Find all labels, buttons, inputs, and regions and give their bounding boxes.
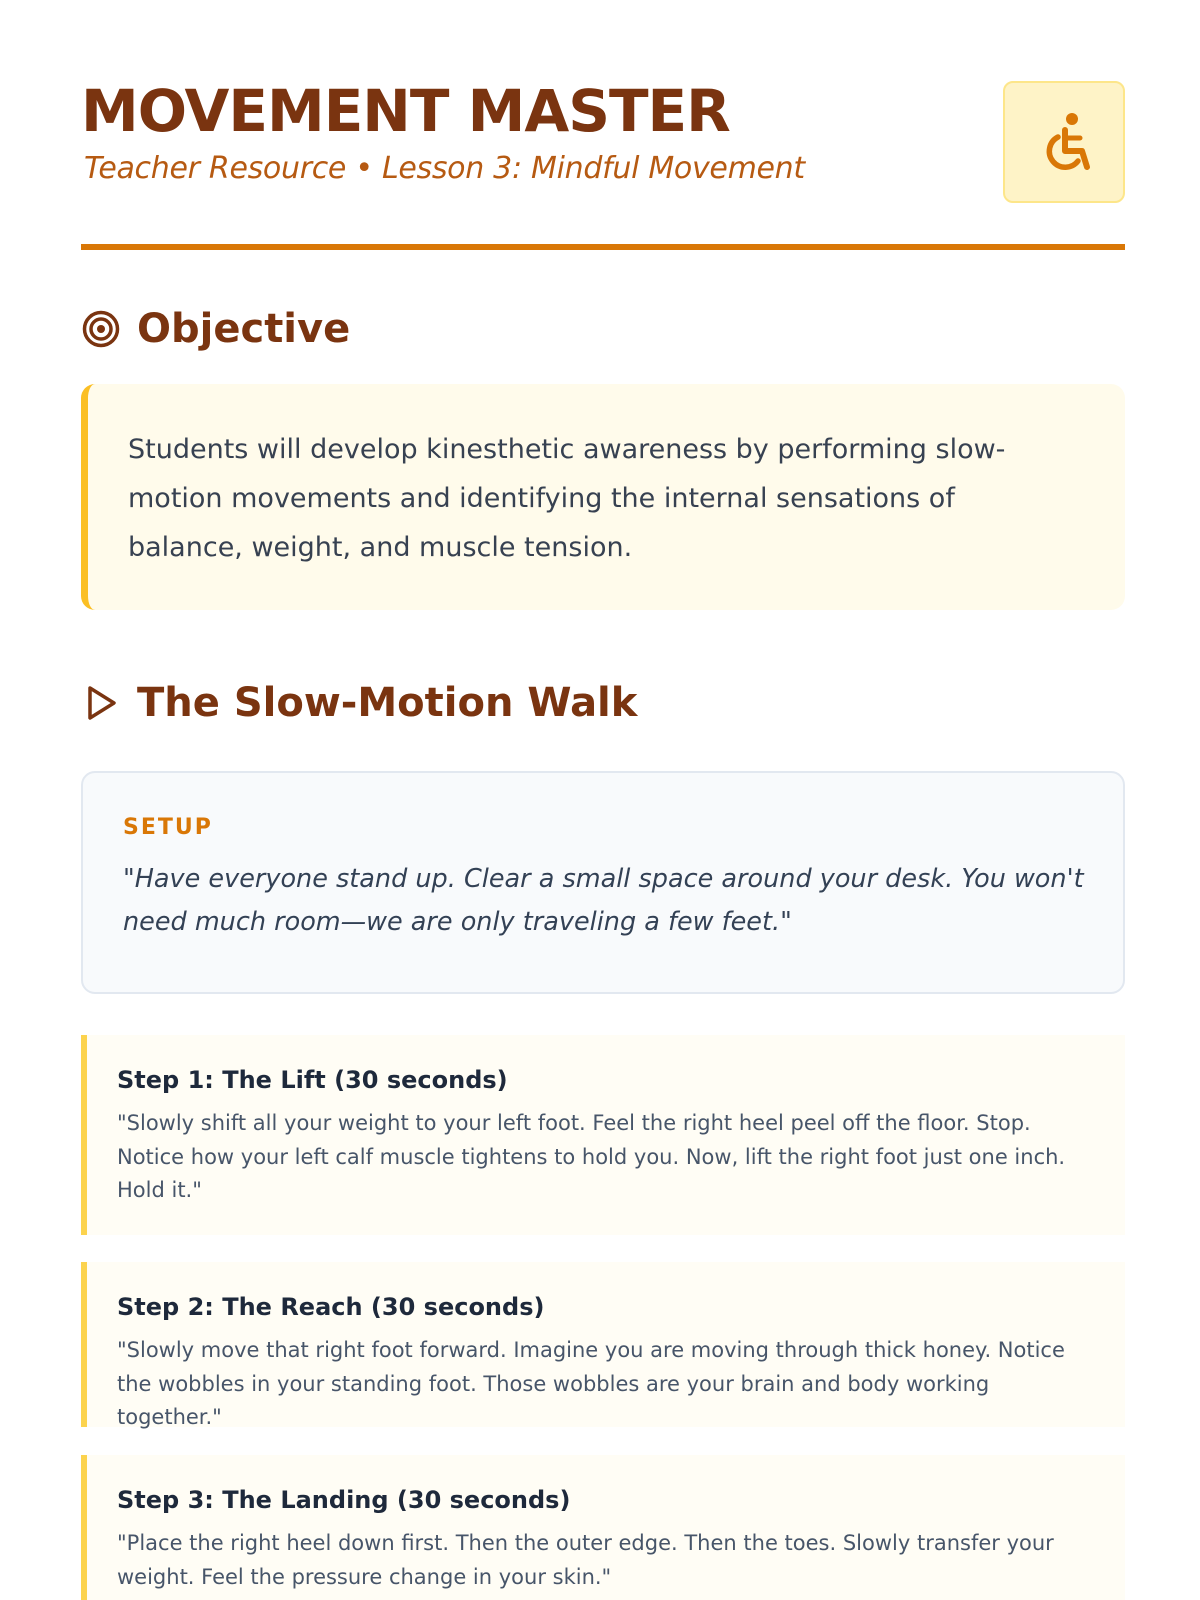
wheelchair-icon-glyph <box>1036 111 1092 173</box>
setup-label: SETUP <box>123 815 213 840</box>
wheelchair-icon <box>1003 81 1125 203</box>
objective-text: Students will develop kinesthetic awareness by performing slow-motion movements and identifying the internal sensations of balance, weight, and muscle tension. <box>128 434 1006 563</box>
header-divider <box>81 244 1125 250</box>
objective-heading-text: Objective <box>137 306 351 352</box>
step-card-3 <box>81 1455 1125 1600</box>
activity-heading-text: The Slow-Motion Walk <box>137 680 638 726</box>
step-text: "Place the right heel down first. Then the outer edge. Then the toes. Slowly transfer your weight. Feel the pressure change in your skin." <box>117 1531 1054 1589</box>
play-icon <box>81 683 121 723</box>
step-title: Step 3: The Landing (30 seconds) <box>117 1486 571 1514</box>
step-title: Step 1: The Lift (30 seconds) <box>117 1066 508 1094</box>
step-text: "Slowly move that right foot forward. Imagine you are moving through thick honey. Notice the wobbles in your standing foot. Those wobbles are your brain and body working together." <box>117 1338 1065 1429</box>
step-title: Step 2: The Reach (30 seconds) <box>117 1293 545 1321</box>
step-card-2 <box>81 1262 1125 1427</box>
target-icon <box>81 309 121 349</box>
setup-box <box>81 771 1125 994</box>
page-subtitle: Teacher Resource • Lesson 3: Mindful Movement <box>84 151 805 186</box>
objective-heading <box>81 306 350 352</box>
activity-heading <box>81 680 637 726</box>
header <box>81 78 1125 248</box>
step-card-1 <box>81 1035 1125 1235</box>
page-title: MOVEMENT MASTER <box>81 77 730 145</box>
setup-text: "Have everyone stand up. Clear a small space around your desk. You won't need much room—we are only traveling a few feet." <box>123 864 1084 937</box>
objective-box <box>81 384 1125 610</box>
step-text: "Slowly shift all your weight to your left foot. Feel the right heel peel off the floor. Stop. Notice how your left calf muscle tightens to hold you. Now, lift the right foot just one inch. Hold it." <box>117 1111 1066 1202</box>
